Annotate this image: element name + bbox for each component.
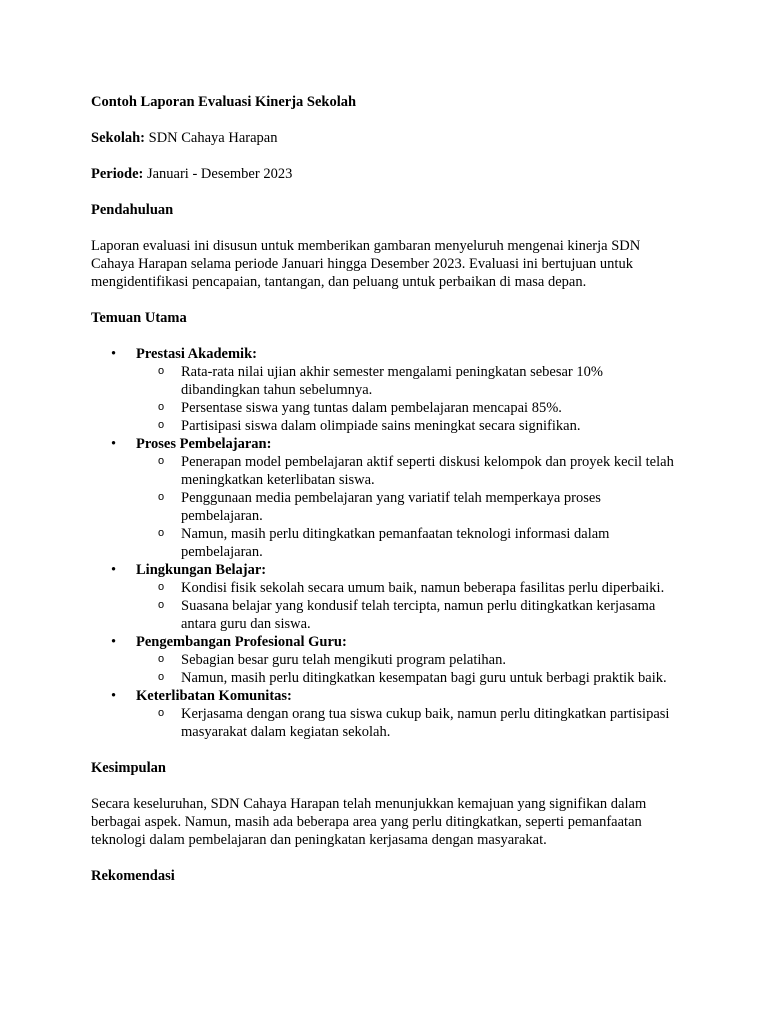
finding-item	[91, 345, 681, 435]
period-line	[91, 165, 681, 183]
findings-heading: Temuan Utama	[91, 310, 187, 326]
finding-points	[136, 579, 681, 633]
finding-points	[136, 363, 681, 435]
finding-point-text: Kondisi fisik sekolah secara umum baik, namun beberapa fasilitas perlu diperbaiki.	[181, 580, 665, 596]
finding-title: Pengembangan Profesional Guru:	[136, 634, 347, 650]
circle-bullet-icon: o	[158, 419, 165, 431]
circle-bullet-icon: o	[158, 599, 165, 611]
finding-item	[91, 633, 681, 687]
intro-heading: Pendahuluan	[91, 202, 174, 218]
finding-item	[91, 435, 681, 561]
finding-point	[136, 705, 681, 741]
finding-points	[136, 651, 681, 687]
bullet-icon: •	[111, 346, 117, 362]
circle-bullet-icon: o	[158, 401, 165, 413]
bullet-icon: •	[111, 634, 117, 650]
finding-point-text: Rata-rata nilai ujian akhir semester mengalami peningkatan sebesar 10% dibandingkan tahun sebelumnya.	[181, 364, 603, 398]
finding-point-text: Partisipasi siswa dalam olimpiade sains meningkat secara signifikan.	[181, 418, 581, 434]
document-title: Contoh Laporan Evaluasi Kinerja Sekolah	[91, 94, 357, 110]
finding-item	[91, 561, 681, 633]
finding-point-text: Persentase siswa yang tuntas dalam pembelajaran mencapai 85%.	[181, 400, 562, 416]
finding-point	[136, 597, 681, 633]
bullet-icon: •	[111, 562, 117, 578]
circle-bullet-icon: o	[158, 455, 165, 467]
recommendation-heading: Rekomendasi	[91, 868, 175, 884]
school-label: Sekolah:	[91, 130, 145, 146]
finding-point-text: Sebagian besar guru telah mengikuti program pelatihan.	[181, 652, 506, 668]
finding-point-text: Penggunaan media pembelajaran yang variatif telah memperkaya proses pembelajaran.	[181, 490, 601, 524]
circle-bullet-icon: o	[158, 707, 165, 719]
finding-point	[136, 417, 681, 435]
finding-point	[136, 363, 681, 399]
finding-title: Prestasi Akademik:	[136, 346, 257, 362]
finding-point	[136, 453, 681, 489]
finding-title: Proses Pembelajaran:	[136, 436, 272, 452]
finding-point-text: Suasana belajar yang kondusif telah tercipta, namun perlu ditingkatkan kerjasama antara guru dan siswa.	[181, 598, 656, 632]
intro-paragraph: Laporan evaluasi ini disusun untuk memberikan gambaran menyeluruh mengenai kinerja SDN Cahaya Harapan selama periode Januari hingga Desember 2023. Evaluasi ini bertujuan untuk mengidentifikasi pencapaian, tantangan, dan peluang untuk perbaikan di masa depan.	[91, 238, 641, 290]
school-line	[91, 129, 681, 147]
circle-bullet-icon: o	[158, 491, 165, 503]
finding-title: Lingkungan Belajar:	[136, 562, 267, 578]
finding-point	[136, 669, 681, 687]
findings-list	[91, 345, 681, 741]
finding-point-text: Penerapan model pembelajaran aktif seperti diskusi kelompok dan proyek kecil telah meningkatkan keterlibatan siswa.	[181, 454, 674, 488]
finding-point	[136, 651, 681, 669]
conclusion-heading: Kesimpulan	[91, 760, 166, 776]
finding-point	[136, 489, 681, 525]
finding-points	[136, 453, 681, 561]
circle-bullet-icon: o	[158, 365, 165, 377]
finding-point-text: Kerjasama dengan orang tua siswa cukup baik, namun perlu ditingkatkan partisipasi masyarakat dalam kegiatan sekolah.	[181, 706, 670, 740]
period-label: Periode:	[91, 166, 144, 182]
period-value: Januari - Desember 2023	[143, 166, 293, 182]
finding-point	[136, 399, 681, 417]
finding-title: Keterlibatan Komunitas:	[136, 688, 292, 704]
finding-points	[136, 705, 681, 741]
finding-item	[91, 687, 681, 741]
school-value: SDN Cahaya Harapan	[145, 130, 278, 146]
conclusion-paragraph: Secara keseluruhan, SDN Cahaya Harapan telah menunjukkan kemajuan yang signifikan dalam berbagai aspek. Namun, masih ada beberapa area yang perlu ditingkatkan, seperti pemanfaatan teknologi dalam pembelajaran dan peningkatan kerjasama dengan masyarakat.	[91, 796, 647, 848]
bullet-icon: •	[111, 436, 117, 452]
bullet-icon: •	[111, 688, 117, 704]
finding-point-text: Namun, masih perlu ditingkatkan pemanfaatan teknologi informasi dalam pembelajaran.	[181, 526, 610, 560]
finding-point	[136, 579, 681, 597]
circle-bullet-icon: o	[158, 581, 165, 593]
document-content	[91, 93, 681, 903]
circle-bullet-icon: o	[158, 653, 165, 665]
finding-point-text: Namun, masih perlu ditingkatkan kesempatan bagi guru untuk berbagi praktik baik.	[181, 670, 667, 686]
circle-bullet-icon: o	[158, 671, 165, 683]
finding-point	[136, 525, 681, 561]
circle-bullet-icon: o	[158, 527, 165, 539]
